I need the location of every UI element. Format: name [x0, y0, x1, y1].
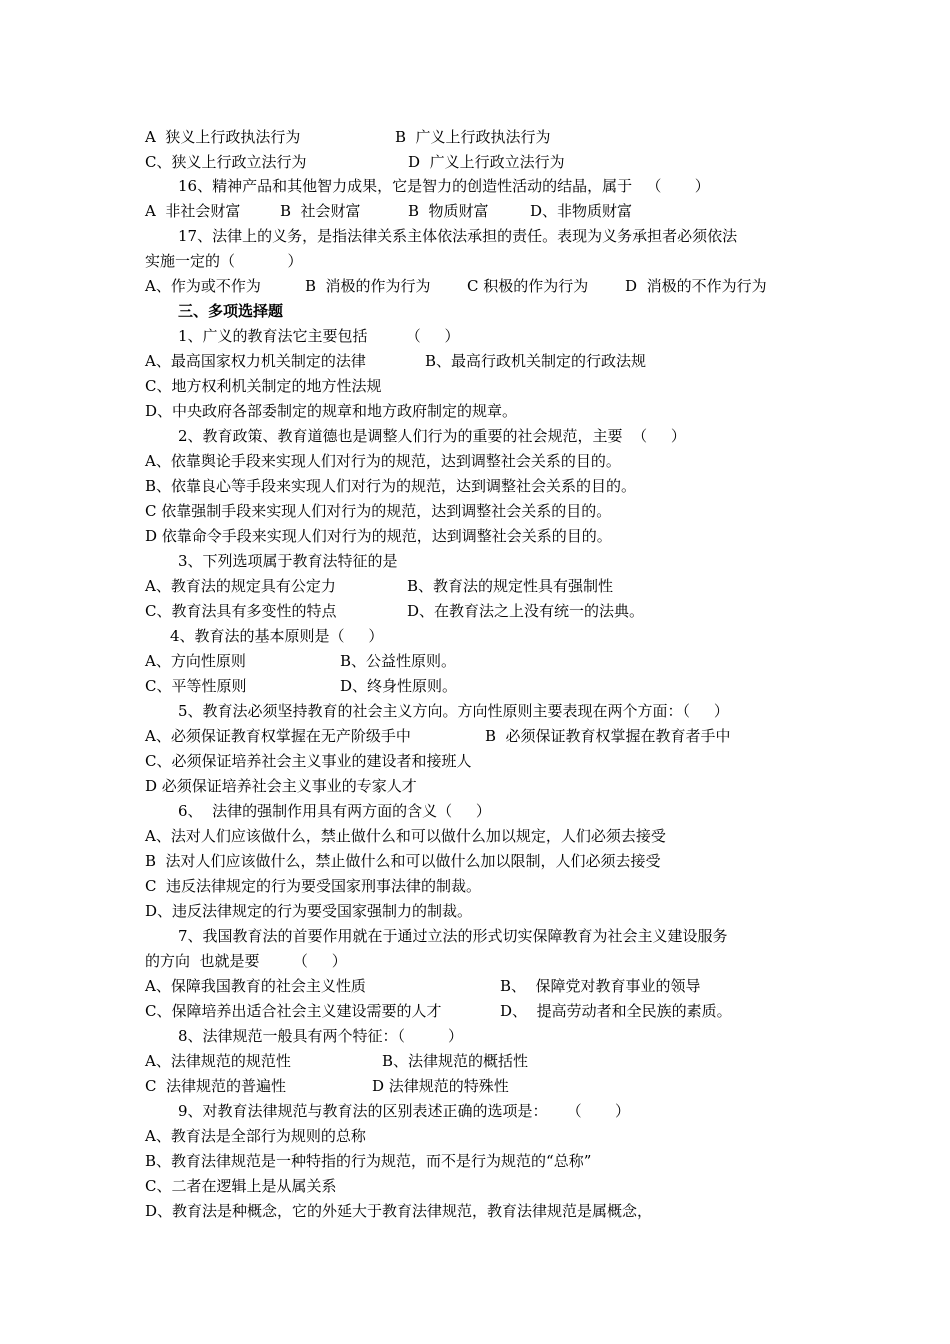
option-line — [145, 125, 551, 149]
option-c: C、必须保证培养社会主义事业的建设者和接班人 — [145, 752, 472, 770]
option-line — [145, 1049, 529, 1073]
option-d: D 法律规范的特殊性 — [372, 1077, 509, 1095]
option-a: A、保障我国教育的社会主义性质 — [145, 977, 366, 995]
option-a: A、教育法是全部行为规则的总称 — [145, 1127, 366, 1145]
option-c: C 违反法律规定的行为要受国家刑事法律的制裁。 — [145, 877, 482, 895]
question-4: 4、教育法的基本原则是（ ） — [170, 627, 384, 645]
option-c: B 物质财富 — [408, 202, 489, 220]
option-b: B、最高行政机关制定的行政法规 — [425, 352, 647, 370]
question-1: 1、广义的教育法它主要包括 （ ） — [178, 327, 460, 345]
question-17-cont: 实施一定的（ ） — [145, 252, 303, 270]
option-c: C、保障培养出适合社会主义建设需要的人才 — [145, 1002, 442, 1020]
option-b: B、法律规范的概括性 — [382, 1052, 529, 1070]
option-line — [145, 199, 633, 223]
option-line — [145, 1074, 509, 1098]
option-a: A、方向性原则 — [145, 652, 246, 670]
option-line — [145, 274, 767, 298]
option-c: C 积极的作为行为 — [467, 277, 589, 295]
option-d: D、终身性原则。 — [340, 677, 458, 695]
option-line — [145, 649, 457, 673]
option-line — [145, 974, 701, 998]
option-c: C 依靠强制手段来实现人们对行为的规范，达到调整社会关系的目的。 — [145, 502, 612, 520]
option-b: B、 保障党对教育事业的领导 — [500, 977, 701, 995]
option-a: A 非社会财富 — [145, 202, 241, 220]
option-b: B、教育法的规定性具有强制性 — [407, 577, 614, 595]
option-line — [145, 724, 731, 748]
question-9: 9、对教育法律规范与教育法的区别表述正确的选项是： （ ） — [178, 1102, 630, 1120]
option-c: C、地方权利机关制定的地方性法规 — [145, 377, 382, 395]
question-5: 5、教育法必须坚持教育的社会主义方向。方向性原则主要表现在两个方面：（ ） — [178, 702, 729, 720]
option-d: D、在教育法之上没有统一的法典。 — [407, 602, 645, 620]
option-line — [145, 999, 732, 1023]
option-d: D、违反法律规定的行为要受国家强制力的制裁。 — [145, 902, 473, 920]
option-d: D、 提高劳动者和全民族的素质。 — [500, 1002, 732, 1020]
question-3: 3、下列选项属于教育法特征的是 — [178, 552, 398, 570]
option-b: B 广义上行政执法行为 — [395, 128, 551, 146]
option-d: D、非物质财富 — [530, 202, 633, 220]
option-a: A、法对人们应该做什么，禁止做什么和可以做什么加以规定，人们必须去接受 — [145, 827, 666, 845]
question-8: 8、法律规范一般具有两个特征：（ ） — [178, 1027, 463, 1045]
question-16: 16、精神产品和其他智力成果，它是智力的创造性活动的结晶，属于 （ ） — [178, 177, 710, 195]
section-heading: 三、多项选择题 — [178, 302, 284, 320]
question-2: 2、教育政策、教育道德也是调整人们行为的重要的社会规范，主要 （ ） — [178, 427, 686, 445]
option-b: B 法对人们应该做什么，禁止做什么和可以做什么加以限制，人们必须去接受 — [145, 852, 661, 870]
question-17: 17、法律上的义务，是指法律关系主体依法承担的责任。表现为义务承担者必须依法 — [178, 227, 738, 245]
option-c: C、二者在逻辑上是从属关系 — [145, 1177, 337, 1195]
option-c: C、狭义上行政立法行为 — [145, 153, 307, 171]
option-b: B 必须保证教育权掌握在教育者手中 — [485, 727, 731, 745]
option-b: B、教育法律规范是一种特指的行为规范，而不是行为规范的“总称” — [145, 1152, 592, 1170]
option-c: C、教育法具有多变性的特点 — [145, 602, 337, 620]
option-a: A、依靠舆论手段来实现人们对行为的规范，达到调整社会关系的目的。 — [145, 452, 621, 470]
option-c: C 法律规范的普遍性 — [145, 1077, 287, 1095]
option-line — [145, 150, 565, 174]
question-6: 6、 法律的强制作用具有两方面的含义（ ） — [178, 802, 491, 820]
option-d: D、中央政府各部委制定的规章和地方政府制定的规章。 — [145, 402, 518, 420]
option-a: A、最高国家权力机关制定的法律 — [145, 352, 366, 370]
option-a: A、必须保证教育权掌握在无产阶级手中 — [145, 727, 411, 745]
option-d: D 必须保证培养社会主义事业的专家人才 — [145, 777, 417, 795]
option-a: A、作为或不作为 — [145, 277, 261, 295]
option-b: B 消极的作为行为 — [305, 277, 431, 295]
option-line — [145, 674, 458, 698]
question-7: 7、我国教育法的首要作用就在于通过立法的形式切实保障教育为社会主义建设服务 — [178, 927, 728, 945]
option-b: B、公益性原则。 — [340, 652, 457, 670]
option-line — [145, 349, 647, 373]
option-d: D、教育法是种概念，它的外延大于教育法律规范，教育法律规范是属概念， — [145, 1202, 653, 1220]
option-b: B 社会财富 — [280, 202, 361, 220]
option-a: A、法律规范的规范性 — [145, 1052, 291, 1070]
option-c: C、平等性原则 — [145, 677, 247, 695]
option-d: D 依靠命令手段来实现人们对行为的规范，达到调整社会关系的目的。 — [145, 527, 612, 545]
question-7-cont: 的方向 也就是要 （ ） — [145, 952, 347, 970]
option-a: A 狭义上行政执法行为 — [145, 128, 301, 146]
option-a: A、教育法的规定具有公定力 — [145, 577, 336, 595]
option-line — [145, 574, 614, 598]
option-b: B、依靠良心等手段来实现人们对行为的规范，达到调整社会关系的目的。 — [145, 477, 637, 495]
option-line — [145, 599, 645, 623]
option-d: D 广义上行政立法行为 — [408, 153, 565, 171]
option-d: D 消极的不作为行为 — [625, 277, 767, 295]
